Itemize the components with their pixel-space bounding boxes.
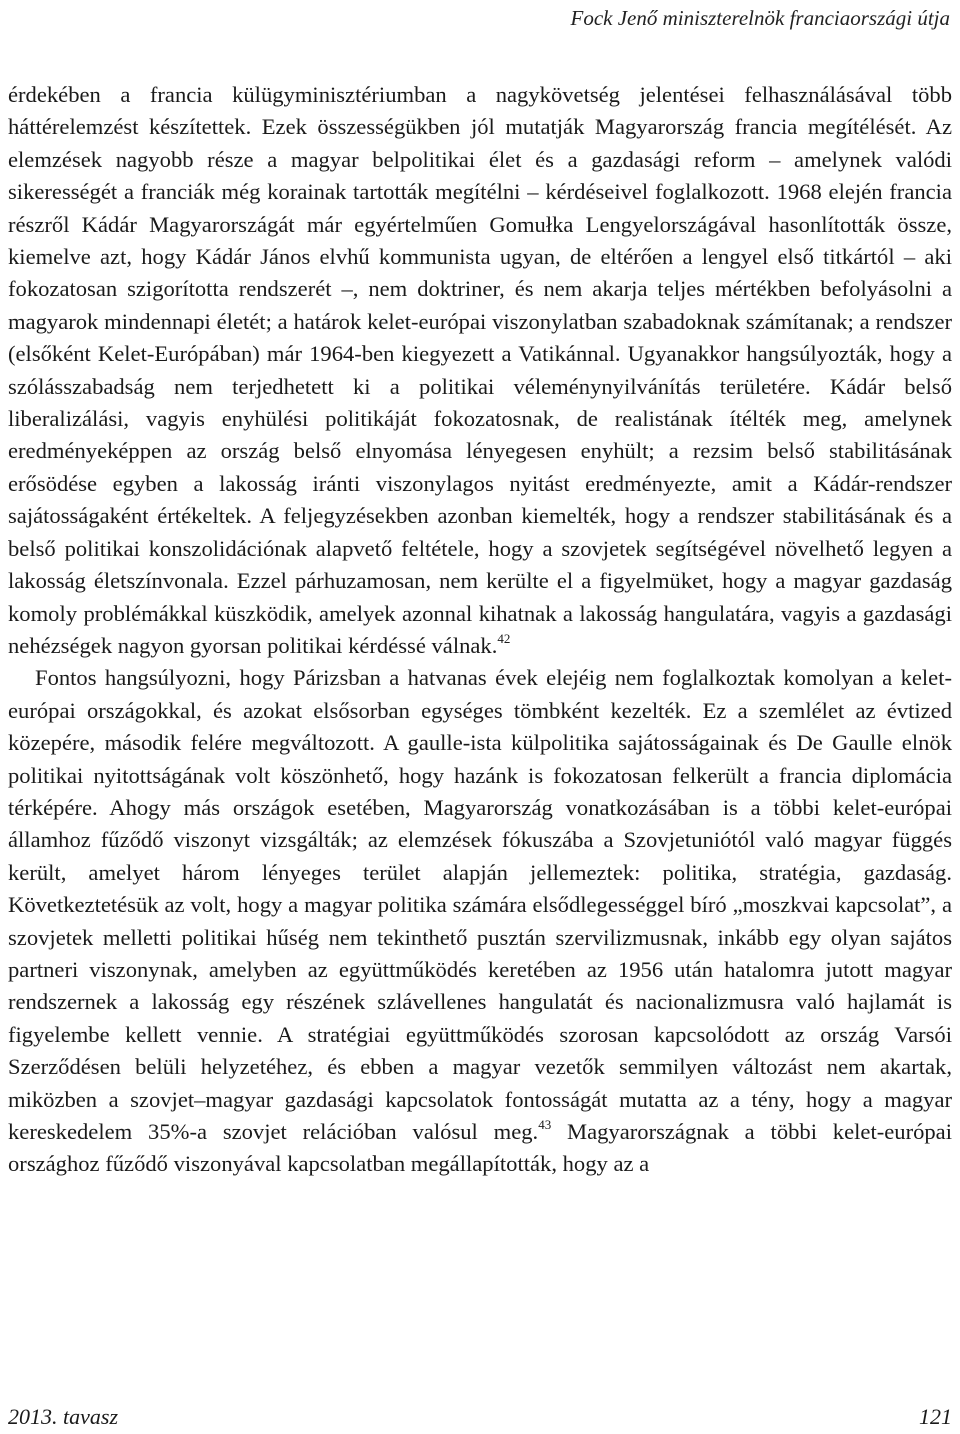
issue-label: 2013. tavasz — [8, 1404, 118, 1429]
footnote-ref-43[interactable]: 43 — [538, 1117, 552, 1133]
page-footer — [8, 1404, 952, 1432]
footnote-ref-42[interactable]: 42 — [497, 631, 511, 647]
body-text — [8, 79, 952, 1181]
paragraph-2-text-continued: Magyarországnak a többi kelet-európai országhoz fűződő viszonyával kapcsolatban megállapították, hogy az a — [8, 1119, 952, 1177]
paragraph-1 — [8, 79, 952, 662]
paragraph-2 — [8, 662, 952, 1181]
paragraph-2-text: Fontos hangsúlyozni, hogy Párizsban a hatvanas évek elejéig nem foglalkoztak komolyan a kelet-európai országokkal, és azokat elsősorban egységes tömbként kezelték. Ez a szemlélet az évtized közepére, második felére megváltozott. A gaulle-ista külpolitika sajátosságainak és De Gaulle elnök politikai nyitottságának volt köszönhető, hogy hazánk is fokozatosan felkerült a francia diplomácia térképére. Ahogy más országok esetében, Magyarország vonatkozásában is a többi kelet-európai államhoz fűződő viszonyt vizsgálták; az elemzések fókuszába a Szovjetuniótól való magyar függés került, amelyet három lényeges terület alapján jellemeztek: politika, stratégia, gazdaság. Következtetésük az volt, hogy a magyar politika számára elsődlegességgel bíró „moszkvai kapcsolat”, a szovjetek melletti politikai hűség nem tekinthető pusztán szervilizmusnak, inkább egy olyan sajátos partneri viszonynak, amelyben az együttműködés keretében az 1956 után hatalomra jutott magyar rendszernek a lakosság egy részének szlávellenes hangulatát és nacionalizmusra való hajlamát is figyelembe kellett vennie. A stratégiai együttműködés szorosan kapcsolódott az ország Varsói Szerződésen belüli helyzetéhez, és ebben a magyar vezetők semmilyen változást nem akartak, miközben a szovjet–magyar gazdasági kapcsolatok fontosságát mutatta az a tény, hogy a magyar kereskedelem 35%-a szovjet relációban valósul meg. — [8, 665, 952, 1144]
running-header-title: Fock Jenő miniszterelnök franciaországi útja — [570, 6, 950, 30]
paragraph-1-text: érdekében a francia külügyminisztériumban a nagykövetség jelentései felhasználásával több háttérelemzést készítettek. Ezek összességükben jól mutatják Magyarország francia megítélését. Az elemzések nagyobb része a magyar belpolitikai élet és a gazdasági reform – amelynek valódi sikerességét a franciák még korainak tartották megítélni – kérdéseivel foglalkozott. 1968 elején francia részről Kádár Magyarországát már egyértelműen Gomułka Lengyelországával hasonlították össze, kiemelve azt, hogy Kádár János elvhű kommunista ugyan, de eltérően a lengyel első titkártól – aki fokozatosan szigorította rendszerét –, nem doktriner, és nem akarja teljes mértékben befolyásolni a magyarok mindennapi életét; a határok kelet-európai viszonylatban szabadoknak számítanak; a rendszer (elsőként Kelet-Európában) már 1964-ben kiegyezett a Vatikánnal. Ugyanakkor hangsúlyozták, hogy a szólásszabadság nem terjedhetett ki a politikai véleménynyilvánítás területére. Kádár belső liberalizálási, vagyis enyhülési politikáját fokozatosnak, de realistának ítélték meg, amelynek eredményeképpen az ország belső elnyomása lényegesen enyhült; a rezsim belső stabilitásának erősödése egyben a lakosság iránti viszonylagos nyitást eredményezte, amit a Kádár-rendszer sajátosságaként értékeltek. A feljegyzésekben azonban kiemelték, hogy a rendszer stabilitásának és a belső politikai konszolidációnak alapvető feltétele, hogy a szovjetek segítségével növelhető legyen a lakosság életszínvonala. Ezzel párhuzamosan, nem kerülte el a figyelmüket, hogy a magyar gazdaság komoly problémákkal küszködik, amelyek azonnal kihatnak a lakosság hangulatára, vagyis a gazdasági nehézségek nagyon gyorsan politikai kérdéssé válnak. — [8, 82, 952, 658]
page-number: 121 — [919, 1404, 952, 1429]
